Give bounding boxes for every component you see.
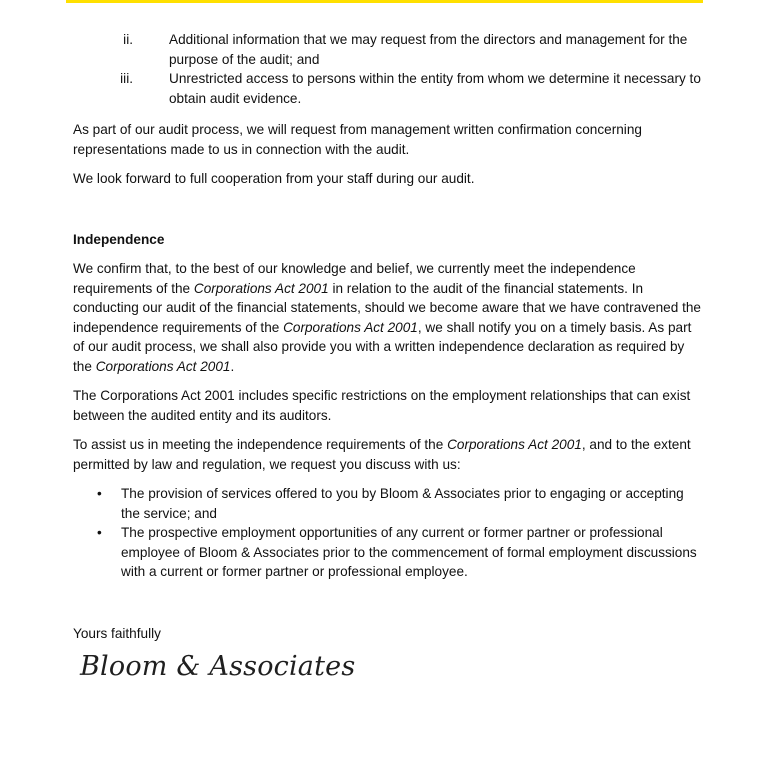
list-text: The provision of services offered to you by Bloom & Associates prior to engaging or accepting the service; and [121,486,684,521]
letter-body [73,30,705,682]
signature: Bloom & Associates [80,651,356,682]
list-text: The prospective employment opportunities of any current or former partner or professional employee of Bloom & Associates prior to the commencement of formal employment discussions with a current or former partner or professional employee. [121,525,697,579]
list-text: Additional information that we may request from the directors and management for the purpose of the audit; and [169,32,688,67]
act-reference: Corporations Act 2001 [193,280,329,296]
list-item [73,523,705,582]
bullet-list [73,484,705,582]
paragraph-confirmation: As part of our audit process, we will request from management written confirmation concerning representations made to us in connection with the audit. [73,122,642,157]
act-reference: Corporations Act 2001 [95,358,231,374]
list-number: iii. [120,71,133,86]
bullet-icon: • [97,525,102,540]
list-number: ii. [123,32,133,47]
list-item [73,69,705,108]
paragraph-employment-restrictions: The Corporations Act 2001 includes specific restrictions on the employment relationships that can exist between the audited entity and its auditors. [73,388,691,423]
paragraph-discussion-request: To assist us in meeting the independence requirements of the Corporations Act 2001, and to the extent permitted by law and regulation, we request you discuss with us: [73,437,691,472]
roman-numeral-list [73,30,705,108]
act-reference: Corporations Act 2001 [283,319,418,335]
paragraph-cooperation: We look forward to full cooperation from your staff during our audit. [73,171,475,186]
list-item [73,30,705,69]
closing-salutation: Yours faithfully [73,625,161,641]
section-heading-independence: Independence [73,231,165,247]
paragraph-independence-confirmation: We confirm that, to the best of our knowledge and belief, we currently meet the independence requirements of the Corporations Act 2001 in relation to the audit of the financial statements. In conducting our audit of the financial statements, should we become aware that we have contravened the independence requirements of the Corporations Act 2001, we shall notify you on a timely basis. As part of our audit process, we shall also provide you with a written independence declaration as required by the Corporations Act 2001. [73,261,701,374]
act-reference: Corporations Act 2001 [447,437,582,452]
list-text: Unrestricted access to persons within the entity from whom we determine it necessary to obtain audit evidence. [169,71,701,106]
top-accent-rule [66,0,703,3]
list-item [73,484,705,523]
bullet-icon: • [97,486,102,501]
